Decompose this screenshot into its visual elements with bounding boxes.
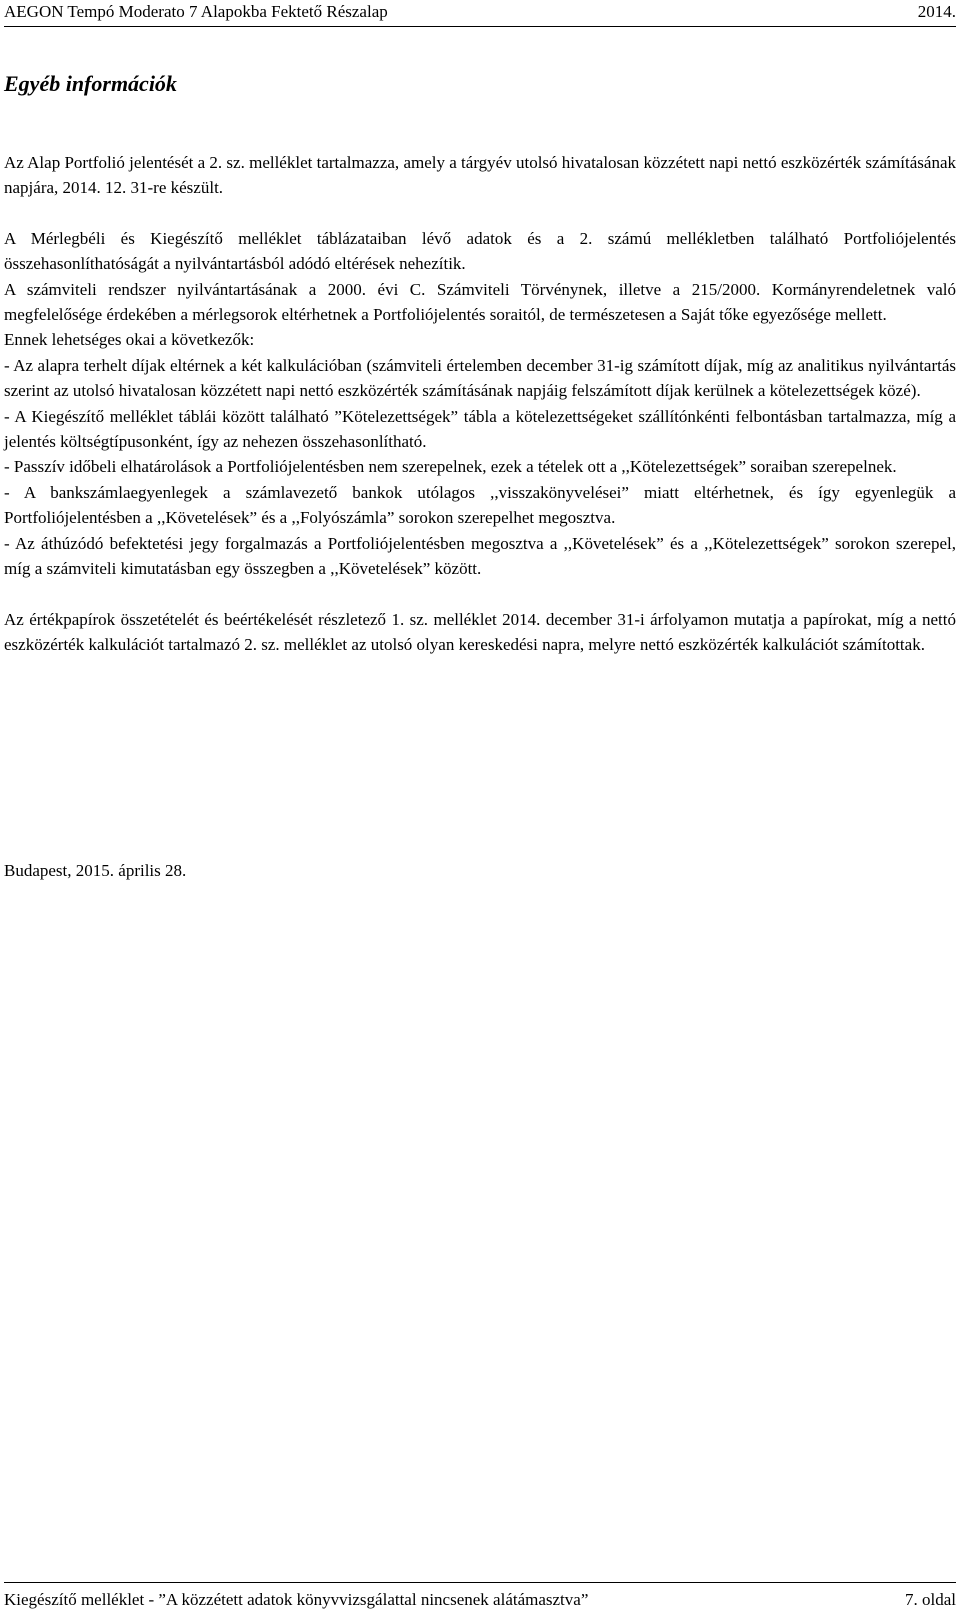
section-title: Egyéb információk bbox=[4, 71, 177, 96]
header-title: AEGON Tempó Moderato 7 Alapokba Fektető Részalap bbox=[4, 2, 388, 21]
place-and-date: Budapest, 2015. április 28. bbox=[4, 861, 187, 880]
paragraph-reasons-intro: Ennek lehetséges okai a következők: bbox=[4, 330, 255, 350]
page-footer bbox=[4, 1582, 956, 1615]
paragraph-securities: Az értékpapírok összetételét és beértékelését részletező 1. sz. melléklet 2014. december 31-i árfolyamon mutatja a papírokat, míg a nettó eszközérték kalkulációt tartalmazó 2. sz. melléklet az utolsó olyan kereskedési napra, melyre nettó eszközérték kalkulációt számítottak. bbox=[4, 609, 956, 654]
list-item-liabilities-table: - A Kiegészítő melléklet táblái között található ”Kötelezettségek” tábla a kötelezettségeket szállítónkénti felbontásban tartalmazza, míg a jelentés költségtípusonként, így az nehezen összehasonlítható. bbox=[4, 406, 956, 452]
list-item-accruals: - Passzív időbeli elhatárolások a Portfoliójelentésben nem szerepelnek, ezek a tételek ott a ,,Kötelezettségek” soraiban szerepelnek. bbox=[4, 457, 897, 477]
page-number: 7. oldal bbox=[905, 1590, 956, 1609]
page-header bbox=[4, 0, 956, 27]
list-item-fund-unit-distribution: - Az áthúzódó befektetési jegy forgalmazás a Portfoliójelentésben megosztva a ,,Követelések” és a ,,Kötelezettségek” sorokon szerepel, míg a számviteli kimutatásban egy összegben a ,,Követelések” között. bbox=[4, 533, 956, 579]
list-item-fees: - Az alapra terhelt díjak eltérnek a két kalkulációban (számviteli értelemben december 31-ig számított díjak, míg az analitikus nyilvántartás szerint az utolsó hivatalosan közzétett napi nettó eszközérték számításának napjáig felszámított díjak kerülnek a kötelezettségek közé). bbox=[4, 355, 956, 401]
list-item-bank-balances: - A bankszámlaegyenlegek a számlavezető bankok utólagos ,,visszakönyvelései” miatt eltérhetnek, és így egyenlegük a Portfoliójelentésben a ,,Követelések” és a ,,Folyószámla” sorokon szerepelhet megosztva. bbox=[4, 482, 956, 528]
paragraph-comparability: A Mérlegbéli és Kiegészítő melléklet táblázataiban lévő adatok és a 2. számú mellékletben található Portfoliójelentés összehasonlíthatóságát a nyilvántartásból adódó eltérések nehezítik. bbox=[4, 228, 956, 274]
header-year: 2014. bbox=[917, 2, 956, 21]
paragraph-accounting-system: A számviteli rendszer nyilvántartásának a 2000. évi C. Számviteli Törvénynek, illetve a 215/2000. Kormányrendeletnek való megfelelősége érdekében a mérlegsorok eltérhetnek a Portfoliójelentés soraitól, de természetesen a Saját tőke egyezősége mellett. bbox=[4, 279, 956, 325]
paragraph-portfolio-report: Az Alap Portfolió jelentését a 2. sz. melléklet tartalmazza, amely a tárgyév utolsó hivatalosan közzétett napi nettó eszközérték számításának napjára, 2014. 12. 31-re készült. bbox=[4, 153, 956, 198]
footer-text: Kiegészítő melléklet - ”A közzétett adatok könyvvizsgálattal nincsenek alátámasztva” bbox=[4, 1590, 589, 1609]
document-body bbox=[4, 150, 956, 657]
